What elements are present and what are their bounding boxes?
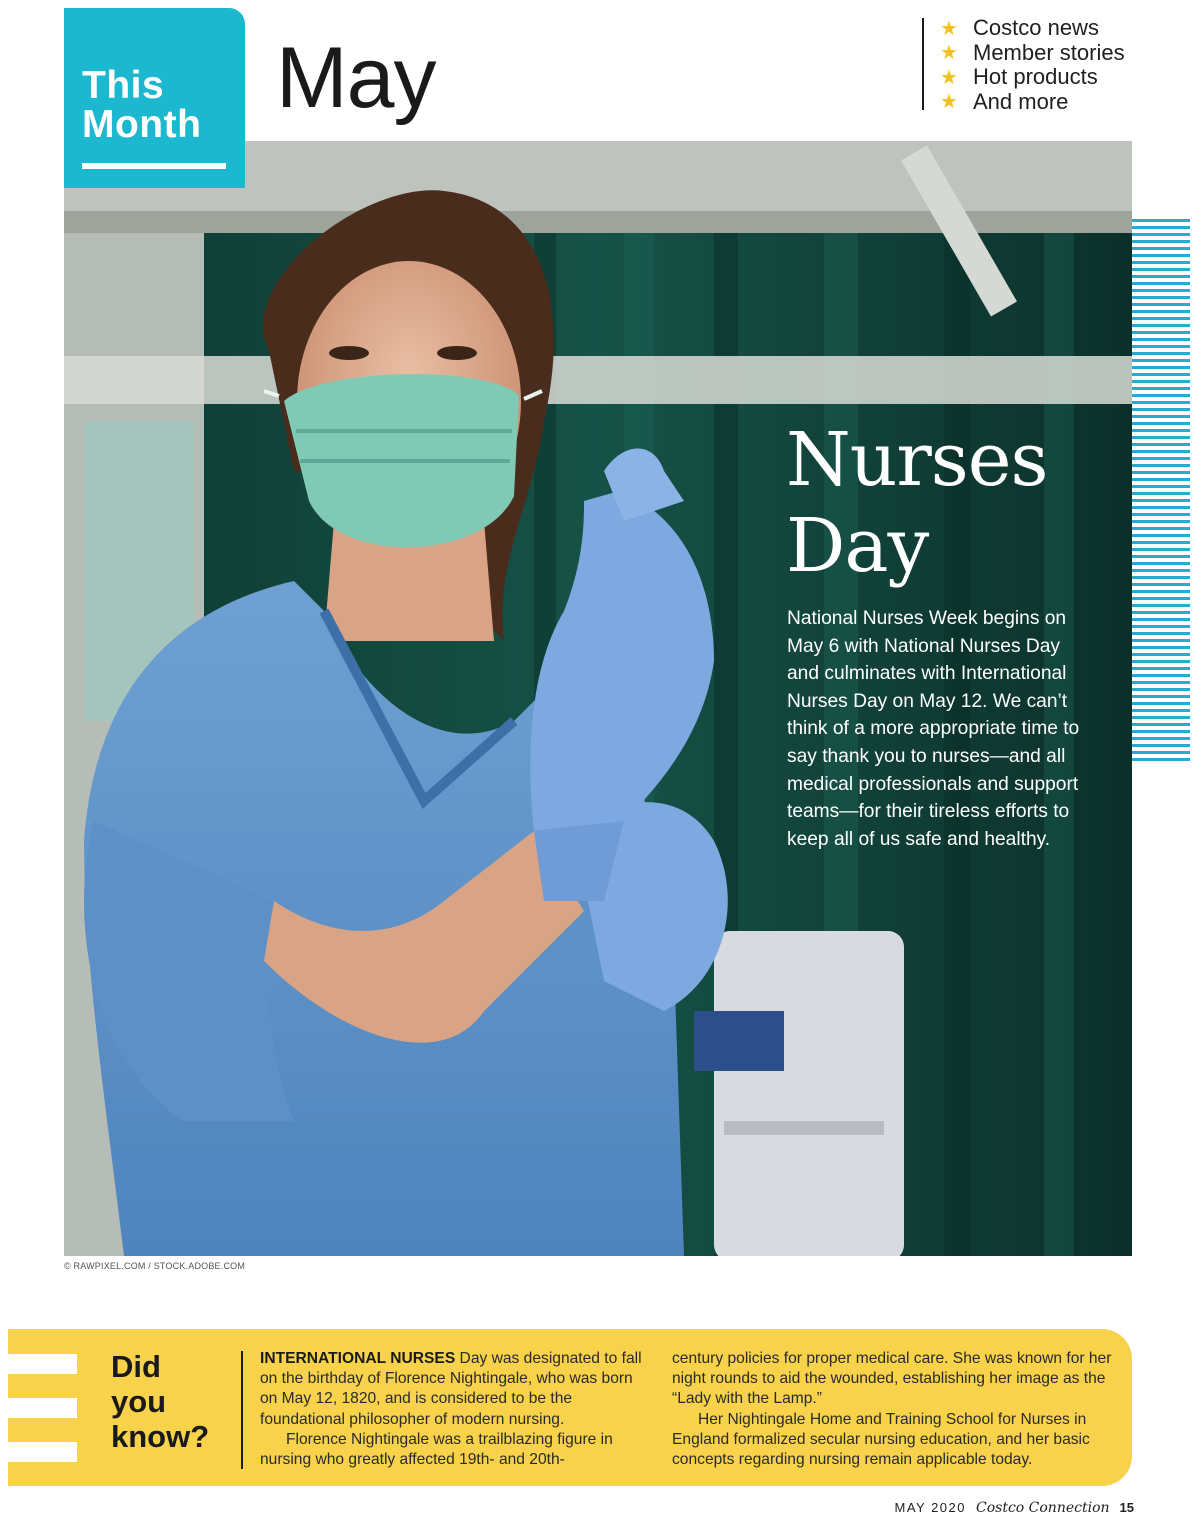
dyk-column-2 [672, 1349, 1122, 1470]
this-month-badge [64, 8, 245, 188]
did-you-know-title: Did you know? [111, 1349, 210, 1454]
decorative-bar [8, 1398, 77, 1418]
page-number: 15 [1119, 1500, 1134, 1515]
dyk-column-1 [260, 1349, 652, 1470]
dyk-paragraph: Her Nightingale Home and Training School for Nurses in England formalized secular nursing education, and her basic concepts regarding nursing remain applicable today. [672, 1410, 1090, 1469]
decorative-bar [8, 1354, 77, 1374]
teaser-item: ★ Costco news [940, 15, 1099, 41]
section-badge-label: This Month [82, 64, 202, 146]
dyk-paragraph: Florence Nightingale was a trailblazing figure in nursing who greatly affected 19th- and 20th- [260, 1430, 613, 1469]
month-title: May [276, 30, 436, 126]
photo-credit: © RAWPIXEL.COM / STOCK.ADOBE.COM [64, 1261, 246, 1271]
star-icon: ★ [940, 66, 958, 89]
star-icon: ★ [940, 17, 958, 40]
magazine-name: Costco Connection [976, 1500, 1110, 1516]
title-divider [241, 1351, 243, 1469]
issue-date: MAY 2020 [894, 1500, 966, 1515]
hero-photo [64, 141, 1132, 1256]
feature-body: National Nurses Week begins on May 6 with National Nurses Day and culminates with International Nurses Day on May 12. We can’t think of a more appropriate time to say thank you to nurses—and all medical professionals and support teams—for their tireless efforts to keep all of us safe and healthy. [787, 608, 1080, 850]
feature-title: Nurses Day [786, 417, 1048, 589]
did-you-know-box [8, 1329, 1132, 1486]
decorative-stripes [1132, 219, 1190, 762]
star-icon: ★ [940, 42, 958, 65]
star-icon: ★ [940, 91, 958, 114]
decorative-bar [8, 1442, 77, 1462]
teaser-item: ★ Member stories [940, 39, 1125, 65]
teaser-item: ★ Hot products [940, 64, 1098, 90]
teaser-divider [922, 18, 924, 110]
teaser-list [940, 16, 1125, 114]
page-folio [894, 1500, 1134, 1516]
teaser-item: ★ And more [940, 88, 1069, 114]
dyk-paragraph: INTERNATIONAL NURSES Day was designated to fall on the birthday of Florence Nightingale, who was born on May 12, 1820, and is considered to be the foundational philosopher of modern nursing. [260, 1350, 642, 1428]
badge-underline [82, 163, 226, 169]
dyk-paragraph: century policies for proper medical care. She was known for her night rounds to aid the wounded, establishing her image as the “Lady with the Lamp.” [672, 1350, 1112, 1408]
